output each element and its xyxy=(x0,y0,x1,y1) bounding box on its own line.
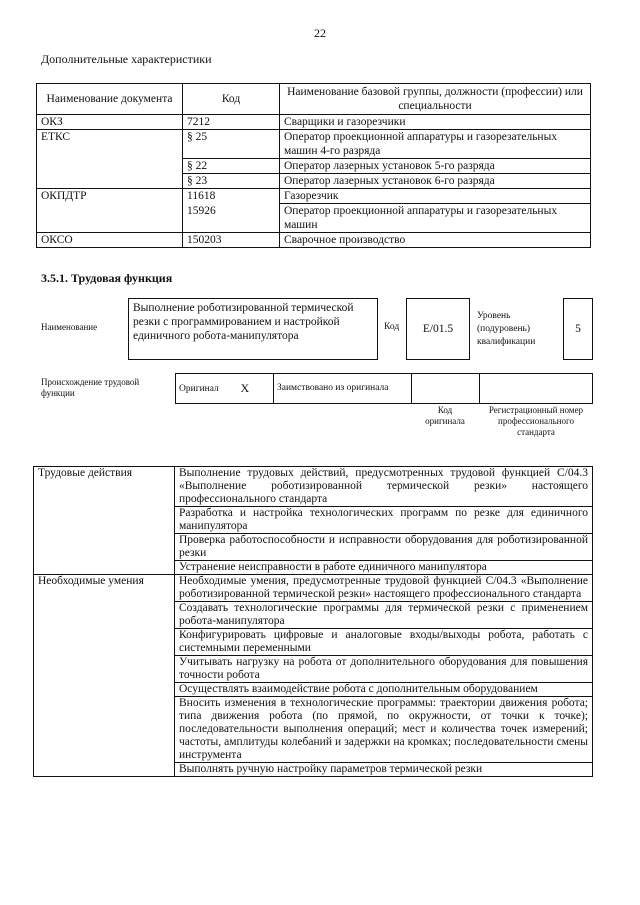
code-cell: 15926 xyxy=(183,204,280,233)
origin-table xyxy=(175,373,593,404)
code-cell: 11618 xyxy=(183,189,280,204)
name-cell: Оператор лазерных установок 5-го разряда xyxy=(280,159,591,174)
list-item: Выполнять ручную настройку параметров термической резки xyxy=(175,763,593,777)
name-label: Наименование xyxy=(41,322,98,332)
category-spacer xyxy=(34,561,175,575)
name-cell: Оператор лазерных установок 6-го разряда xyxy=(280,174,591,189)
table-row xyxy=(37,189,591,204)
list-item: Выполнение трудовых действий, предусмотренных трудовой функцией C/04.3 «Выполнение роботизированной термической резки» настоящего профессионального стандарта xyxy=(175,467,593,507)
additional-characteristics-title: Дополнительные характеристики xyxy=(41,52,212,66)
function-name-box: Выполнение роботизированной термической резки с программированием и настройкой единичного робота-манипулятора xyxy=(128,298,378,360)
code-cell: § 23 xyxy=(183,174,280,189)
category-spacer xyxy=(34,697,175,763)
list-item: Устранение неисправности в работе единичного манипулятора xyxy=(175,561,593,575)
category-spacer xyxy=(34,602,175,629)
table-row xyxy=(37,204,591,233)
function-code-value: E/01.5 xyxy=(422,323,454,335)
category-spacer xyxy=(34,763,175,777)
qualification-level-value: 5 xyxy=(575,323,581,335)
page-number: 22 xyxy=(314,26,326,40)
header-document: Наименование документа xyxy=(37,84,183,115)
table-row xyxy=(34,602,593,629)
original-mark: X xyxy=(238,374,274,404)
code-cell: § 22 xyxy=(183,159,280,174)
actions-skills-table xyxy=(33,466,593,777)
origin-label: Происхождение трудовой функции xyxy=(41,377,140,398)
table-row xyxy=(37,159,591,174)
list-item: Вносить изменения в технологические программы: траектории движения робота; типа движения робота (по прямой, по окружности, от точки к точке); последовательности выполнения операций; мест и количества точек измерений; частоты, амплитуды колебаний и задержки на кромках; последовательности смены инструмента xyxy=(175,697,593,763)
name-cell: Сварщики и газорезчики xyxy=(280,115,591,130)
list-item: Создавать технологические программы для термической резки с применением робота-манипулятора xyxy=(175,602,593,629)
category-spacer xyxy=(34,656,175,683)
table-row xyxy=(34,467,593,507)
doc-cell: ОКСО xyxy=(37,233,183,248)
category-spacer xyxy=(34,683,175,697)
code-cell: 150203 xyxy=(183,233,280,248)
borrowed-cell: Заимствовано из оригинала xyxy=(274,374,412,404)
code-cell: 7212 xyxy=(183,115,280,130)
original-cell: Оригинал xyxy=(176,374,238,404)
list-item: Проверка работоспособности и исправности оборудования для роботизированной резки xyxy=(175,534,593,561)
doc-cell: ОКПДТР xyxy=(37,189,183,204)
header-code: Код xyxy=(183,84,280,115)
table-row xyxy=(34,683,593,697)
name-cell: Оператор проекционной аппаратуры и газорезательных машин 4-го разряда xyxy=(280,130,591,159)
table-row xyxy=(34,507,593,534)
table-row xyxy=(34,534,593,561)
table-row xyxy=(34,575,593,602)
table-row xyxy=(34,629,593,656)
reg-number-cell xyxy=(480,374,593,404)
classification-table xyxy=(36,83,591,248)
category-spacer xyxy=(34,534,175,561)
list-item: Учитывать нагрузку на робота от дополнительного оборудования для повышения точности робота xyxy=(175,656,593,683)
doc-cell: ОКЗ xyxy=(37,115,183,130)
table-header-row xyxy=(37,84,591,115)
table-row xyxy=(37,233,591,248)
table-row xyxy=(37,130,591,159)
name-cell: Оператор проекционной аппаратуры и газорезательных машин xyxy=(280,204,591,233)
category-spacer xyxy=(34,629,175,656)
code-original-cell xyxy=(412,374,480,404)
name-cell: Сварочное производство xyxy=(280,233,591,248)
skills-label: Необходимые умения xyxy=(34,575,175,602)
table-row xyxy=(34,697,593,763)
code-label: Код xyxy=(384,322,400,332)
table-row xyxy=(34,763,593,777)
table-row xyxy=(37,174,591,189)
qualification-level-box xyxy=(563,298,593,360)
table-row xyxy=(34,561,593,575)
list-item: Разработка и настройка технологических программ по резке для единичного манипулятора xyxy=(175,507,593,534)
labor-function-title: 3.5.1. Трудовая функция xyxy=(41,271,173,285)
table-row xyxy=(34,656,593,683)
name-cell: Газорезчик xyxy=(280,189,591,204)
category-spacer xyxy=(34,507,175,534)
reg-number-label: Регистрационный номер профессионального стандарта xyxy=(488,405,584,437)
doc-cell: ЕТКС xyxy=(37,130,183,159)
list-item: Осуществлять взаимодействие робота с дополнительным оборудованием xyxy=(175,683,593,697)
code-cell: § 25 xyxy=(183,130,280,159)
list-item: Конфигурировать цифровые и аналоговые входы/выходы робота, работать с системными переменными xyxy=(175,629,593,656)
code-original-label: Код оригинала xyxy=(425,405,465,426)
table-row xyxy=(37,115,591,130)
list-item: Необходимые умения, предусмотренные трудовой функцией C/04.3 «Выполнение роботизированной термической резки» настоящего профессионального стандарта xyxy=(175,575,593,602)
function-code-box xyxy=(406,298,470,360)
header-name: Наименование базовой группы, должности (профессии) или специальности xyxy=(280,84,591,115)
qualification-level-label: Уровень (подуровень) квалификации xyxy=(477,311,536,347)
doc-cell xyxy=(37,204,183,233)
doc-cell xyxy=(37,159,183,174)
labor-actions-label: Трудовые действия xyxy=(34,467,175,507)
doc-cell xyxy=(37,174,183,189)
